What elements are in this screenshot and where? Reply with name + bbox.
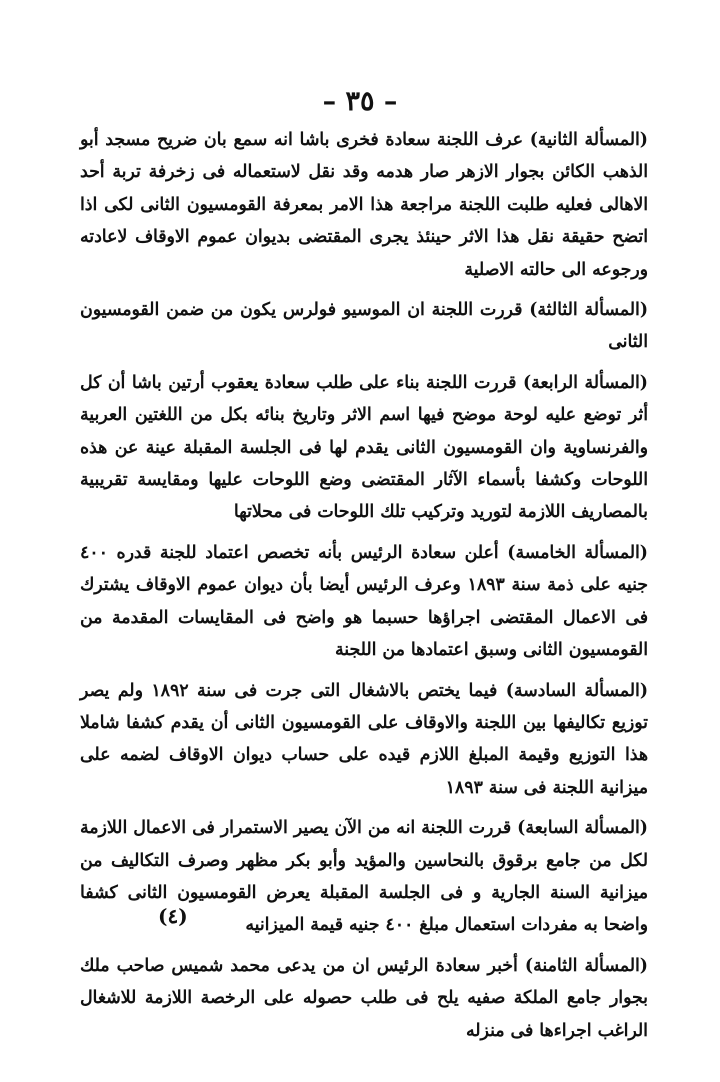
item-heading: (المسألة الثامنة) <box>524 955 648 976</box>
item-heading: (المسألة السادسة) <box>505 680 648 701</box>
item-text: قررت اللجنة بناء على طلب سعادة يعقوب أرتين باشا أن كل أثر توضع عليه لوحة موضح فيها اسم الاثر وتاريخ بنائه بكل من اللغتين العربية والفرنساوية وان القومسيون الثانى يقدم لها فى الجلسة المقبلة عينة عن هذه اللوحات وكشفا بأسماء الآثار المقتضى وضع اللوحات عليها ومقايسة تقريبية بالمصاريف اللازمة لتوريد وتركيب تلك اللوحات فى محلاتها <box>80 372 648 523</box>
item-2 <box>80 124 648 286</box>
item-3 <box>80 294 648 359</box>
item-text: أخبر سعادة الرئيس ان من يدعى محمد شميس صاحب ملك بجوار جامع الملكة صفيه يلح فى طلب حصوله على الرخصة اللازمة للاشغال الراغب اجراءها فى منزله <box>80 955 648 1041</box>
item-text: عرف اللجنة سعادة فخرى باشا انه سمع بان ضريح مسجد أبو الذهب الكائن بجوار الازهر صار هدمه وقد نقل لاستعماله فى زخرفة تربة أحد الاهالى فعليه طلبت اللجنة مراجعة هذا الامر بمعرفة القومسيون الثانى لكى اذا اتضح حقيقة نقل هذا الاثر حينئذ يجرى المقتضى بديوان عموم الاوقاف لاعادته ورجوعه الى حالته الاصلية <box>80 130 648 280</box>
item-text: قررت اللجنة انه من الآن يصير الاستمرار فى الاعمال اللازمة لكل من جامع برقوق بالنحاسين والمؤيد وأبو بكر مظهر وصرف التكاليف من ميزانية السنة الجارية و فى الجلسة المقبلة يعرض القومسيون الثانى كشفا واضحا به مفردات استعمال مبلغ ٤٠٠ جنيه قيمة الميزانيه <box>80 818 648 936</box>
item-text: قررت اللجنة ان الموسيو فولرس يكون من ضمن القومسيون الثانى <box>80 300 648 353</box>
page-number: – ٣٥ – <box>322 86 398 117</box>
item-heading: (المسألة الثانية) <box>529 130 648 150</box>
item-8 <box>80 950 648 1047</box>
item-heading: (المسألة السابعة) <box>517 818 648 839</box>
item-text: فيما يختص بالاشغال التى جرت فى سنة ١٨٩٢ ولم يصر توزيع تكاليفها بين اللجنة والاوقاف على القومسيون الثانى أن يقدم كشفا شاملا هذا التوزيع وقيمة المبلغ اللازم قيده على حساب ديوان الاوقاف لضمه على ميزانية اللجنة فى سنة ١٨٩٣ <box>80 680 648 798</box>
item-heading: (المسألة الخامسة) <box>507 542 648 563</box>
footer-signature-mark: (٤) <box>158 904 188 928</box>
item-text: أعلن سعادة الرئيس بأنه تخصص اعتماد للجنة قدره ٤٠٠ جنيه على ذمة سنة ١٨٩٣ وعرف الرئيس أيضا بأن ديوان عموم الاوقاف يشترك فى الاعمال المقتضى اجراؤها حسبما هو واضح فى المقايسات المقدمة من القومسيون الثانى وسبق اعتمادها من اللجنة <box>80 542 648 661</box>
item-heading: (المسألة الثالثة) <box>529 300 648 321</box>
item-5 <box>80 537 648 667</box>
item-heading: (المسألة الرابعة) <box>522 372 648 393</box>
item-6 <box>80 675 648 805</box>
item-4 <box>80 367 648 529</box>
